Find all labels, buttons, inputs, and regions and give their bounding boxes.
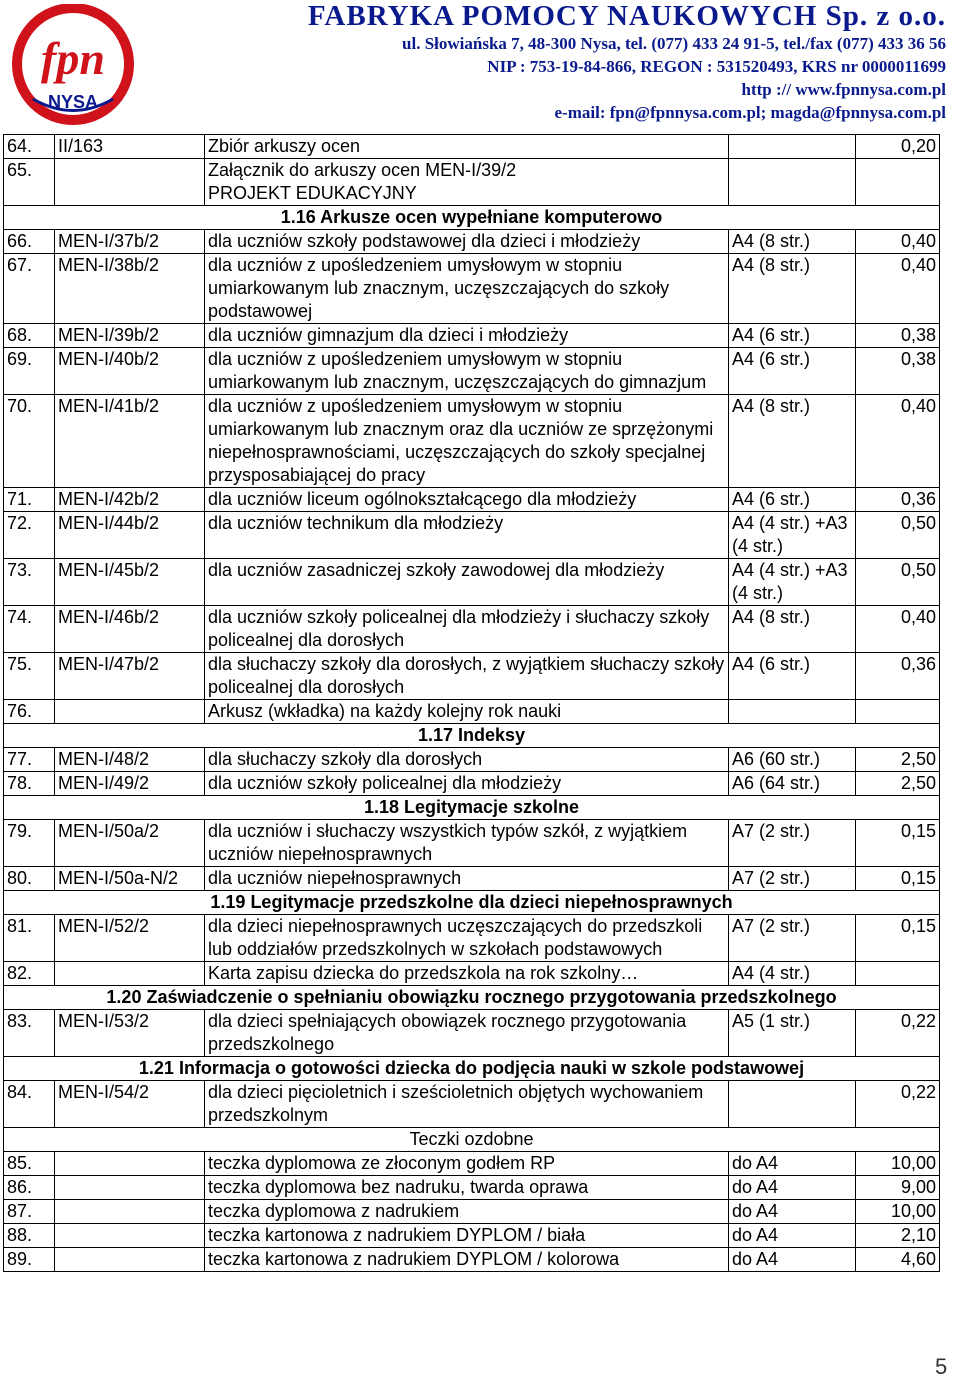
table-row: [4, 1248, 940, 1272]
table-row: [4, 1010, 940, 1057]
item-number: 74.: [4, 606, 55, 653]
item-number: 79.: [4, 820, 55, 867]
item-price: 0,15: [856, 915, 940, 962]
item-number: 75.: [4, 653, 55, 700]
item-description: dla uczniów i słuchaczy wszystkich typów szkół, z wyjątkiem uczniów niepełnosprawnych: [205, 820, 729, 867]
item-number: 84.: [4, 1081, 55, 1128]
item-description: PROJEKT EDUKACYJNY: [205, 182, 729, 206]
item-price: 0,50: [856, 559, 940, 606]
item-code: MEN-I/45b/2: [55, 559, 205, 606]
item-code: [55, 159, 205, 183]
section-title: 1.16 Arkusze ocen wypełniane komputerowo: [4, 206, 940, 230]
item-number: [4, 182, 55, 206]
item-description: dla uczniów z upośledzeniem umysłowym w stopniu umiarkowanym lub znacznym, uczęszczających do gimnazjum: [205, 348, 729, 395]
table-row: [4, 230, 940, 254]
item-price: 0,36: [856, 488, 940, 512]
item-description: Zbiór arkuszy ocen: [205, 135, 729, 159]
item-price: [856, 700, 940, 724]
item-code: [55, 962, 205, 986]
table-row: [4, 915, 940, 962]
item-format: A6 (60 str.): [729, 748, 856, 772]
table-row: [4, 1081, 940, 1128]
item-number: 71.: [4, 488, 55, 512]
table-row: [4, 1200, 940, 1224]
item-format: A4 (6 str.): [729, 488, 856, 512]
section-title: 1.20 Zaświadczenie o spełnianiu obowiązku rocznego przygotowania przedszkolnego: [4, 986, 940, 1010]
table-row: [4, 1152, 940, 1176]
item-format: A7 (2 str.): [729, 820, 856, 867]
item-description: dla uczniów z upośledzeniem umysłowym w stopniu umiarkowanym lub znacznym, uczęszczających do szkoły podstawowej: [205, 254, 729, 324]
item-format: A5 (1 str.): [729, 1010, 856, 1057]
item-format: A4 (4 str.): [729, 962, 856, 986]
item-number: 73.: [4, 559, 55, 606]
section-header-row: [4, 891, 940, 915]
item-price: 0,40: [856, 230, 940, 254]
item-code: MEN-I/49/2: [55, 772, 205, 796]
item-format: A4 (6 str.): [729, 653, 856, 700]
item-description: dla uczniów z upośledzeniem umysłowym w stopniu umiarkowanym lub znacznym oraz dla uczniów ze sprzężonymi niepełnosprawnościami, uczęszczających do szkoły specjalnej przysposabiającej do pracy: [205, 395, 729, 488]
item-code: [55, 1176, 205, 1200]
item-code: MEN-I/48/2: [55, 748, 205, 772]
item-code: MEN-I/40b/2: [55, 348, 205, 395]
item-number: 68.: [4, 324, 55, 348]
item-code: MEN-I/46b/2: [55, 606, 205, 653]
table-row: [4, 962, 940, 986]
item-description: dla słuchaczy szkoły dla dorosłych: [205, 748, 729, 772]
item-code: MEN-I/39b/2: [55, 324, 205, 348]
item-code: [55, 1200, 205, 1224]
item-code: MEN-I/37b/2: [55, 230, 205, 254]
table-row: [4, 653, 940, 700]
item-price: 2,50: [856, 748, 940, 772]
section-header-row: [4, 986, 940, 1010]
item-format: A4 (8 str.): [729, 254, 856, 324]
item-format: do A4: [729, 1224, 856, 1248]
item-format: A4 (4 str.) +A3 (4 str.): [729, 512, 856, 559]
section-title: 1.17 Indeksy: [4, 724, 940, 748]
item-price: 10,00: [856, 1152, 940, 1176]
item-description: dla uczniów niepełnosprawnych: [205, 867, 729, 891]
item-number: 83.: [4, 1010, 55, 1057]
item-code: II/163: [55, 135, 205, 159]
company-name: FABRYKA POMOCY NAUKOWYCH Sp. z o.o.: [307, 0, 946, 32]
item-format: A7 (2 str.): [729, 867, 856, 891]
table-row: [4, 159, 940, 183]
item-number: 88.: [4, 1224, 55, 1248]
item-format: A4 (4 str.) +A3 (4 str.): [729, 559, 856, 606]
table-row: [4, 772, 940, 796]
item-price: 2,10: [856, 1224, 940, 1248]
company-registry: NIP : 753-19-84-866, REGON : 531520493, KRS nr 0000011699: [487, 57, 946, 76]
item-format: [729, 700, 856, 724]
item-price: 10,00: [856, 1200, 940, 1224]
item-number: 64.: [4, 135, 55, 159]
table-row: [4, 348, 940, 395]
item-price: 0,40: [856, 395, 940, 488]
item-code: MEN-I/54/2: [55, 1081, 205, 1128]
item-description: dla uczniów zasadniczej szkoły zawodowej dla młodzieży: [205, 559, 729, 606]
item-code: MEN-I/53/2: [55, 1010, 205, 1057]
item-code: MEN-I/44b/2: [55, 512, 205, 559]
item-description: dla dzieci spełniających obowiązek rocznego przygotowania przedszkolnego: [205, 1010, 729, 1057]
item-number: 89.: [4, 1248, 55, 1272]
item-number: 77.: [4, 748, 55, 772]
table-row: [4, 324, 940, 348]
item-price: 0,15: [856, 820, 940, 867]
item-format: [729, 135, 856, 159]
company-email[interactable]: e-mail: fpn@fpnnysa.com.pl; magda@fpnnysa.com.pl: [554, 103, 946, 122]
item-code: [55, 1248, 205, 1272]
item-description: teczka kartonowa z nadrukiem DYPLOM / kolorowa: [205, 1248, 729, 1272]
item-format: A4 (6 str.): [729, 348, 856, 395]
item-description: dla uczniów szkoły podstawowej dla dzieci i młodzieży: [205, 230, 729, 254]
item-number: 72.: [4, 512, 55, 559]
table-row: [4, 512, 940, 559]
item-code: MEN-I/52/2: [55, 915, 205, 962]
section-header-row: [4, 796, 940, 820]
item-number: 81.: [4, 915, 55, 962]
table-row: [4, 182, 940, 206]
table-row: [4, 1224, 940, 1248]
table-row: [4, 606, 940, 653]
table-row: [4, 488, 940, 512]
item-format: A7 (2 str.): [729, 915, 856, 962]
item-format: A4 (6 str.): [729, 324, 856, 348]
table-row: [4, 395, 940, 488]
item-code: [55, 1152, 205, 1176]
table-row: [4, 559, 940, 606]
item-price: 0,38: [856, 324, 940, 348]
item-description: dla słuchaczy szkoły dla dorosłych, z wyjątkiem słuchaczy szkoły policealnej dla dorosłych: [205, 653, 729, 700]
section-title: 1.18 Legitymacje szkolne: [4, 796, 940, 820]
item-price: 0,40: [856, 606, 940, 653]
item-description: Załącznik do arkuszy ocen MEN-I/39/2: [205, 159, 729, 183]
item-description: teczka kartonowa z nadrukiem DYPLOM / biała: [205, 1224, 729, 1248]
item-format: A4 (8 str.): [729, 606, 856, 653]
logo-city: NYSA: [47, 92, 99, 112]
table-row: [4, 748, 940, 772]
item-price: 0,40: [856, 254, 940, 324]
table-row: [4, 1176, 940, 1200]
item-format: A4 (8 str.): [729, 395, 856, 488]
item-description: dla uczniów szkoły policealnej dla młodzieży i słuchaczy szkoły policealnej dla dorosłych: [205, 606, 729, 653]
item-description: dla dzieci pięcioletnich i sześcioletnich objętych wychowaniem przedszkolnym: [205, 1081, 729, 1128]
item-number: 67.: [4, 254, 55, 324]
item-description: teczka dyplomowa ze złoconym godłem RP: [205, 1152, 729, 1176]
item-code: MEN-I/50a-N/2: [55, 867, 205, 891]
section-header-row: [4, 1128, 940, 1152]
item-format: A4 (8 str.): [729, 230, 856, 254]
item-number: 86.: [4, 1176, 55, 1200]
item-number: 69.: [4, 348, 55, 395]
item-number: 66.: [4, 230, 55, 254]
item-price: 0,50: [856, 512, 940, 559]
page-number: 5: [935, 1354, 948, 1379]
item-description: Arkusz (wkładka) na każdy kolejny rok nauki: [205, 700, 729, 724]
item-description: teczka dyplomowa bez nadruku, twarda oprawa: [205, 1176, 729, 1200]
item-description: teczka dyplomowa z nadrukiem: [205, 1200, 729, 1224]
company-logo: [8, 4, 138, 128]
logo-text: fpn: [41, 33, 105, 84]
item-price: 2,50: [856, 772, 940, 796]
item-code: MEN-I/47b/2: [55, 653, 205, 700]
company-info: [308, 0, 946, 124]
item-code: [55, 182, 205, 206]
table-row: [4, 700, 940, 724]
section-header-row: [4, 724, 940, 748]
item-code: [55, 700, 205, 724]
item-number: 76.: [4, 700, 55, 724]
item-number: 65.: [4, 159, 55, 183]
item-format: do A4: [729, 1248, 856, 1272]
item-number: 82.: [4, 962, 55, 986]
table-row: [4, 867, 940, 891]
item-code: MEN-I/41b/2: [55, 395, 205, 488]
item-price: 9,00: [856, 1176, 940, 1200]
item-format: [729, 1081, 856, 1128]
item-price: 0,38: [856, 348, 940, 395]
item-price: 0,20: [856, 135, 940, 159]
item-price: 0,22: [856, 1010, 940, 1057]
table-row: [4, 135, 940, 159]
item-format: [729, 159, 856, 183]
item-number: 85.: [4, 1152, 55, 1176]
item-format: do A4: [729, 1200, 856, 1224]
item-description: dla uczniów liceum ogólnokształcącego dla młodzieży: [205, 488, 729, 512]
item-format: do A4: [729, 1176, 856, 1200]
company-address: ul. Słowiańska 7, 48-300 Nysa, tel. (077) 433 24 91-5, tel./fax (077) 433 36 56: [402, 34, 946, 53]
item-format: do A4: [729, 1152, 856, 1176]
item-price: 0,15: [856, 867, 940, 891]
item-number: 80.: [4, 867, 55, 891]
item-description: dla uczniów technikum dla młodzieży: [205, 512, 729, 559]
section-title: Teczki ozdobne: [4, 1128, 940, 1152]
section-header-row: [4, 206, 940, 230]
letterhead: [0, 0, 960, 134]
item-number: 78.: [4, 772, 55, 796]
item-code: MEN-I/38b/2: [55, 254, 205, 324]
item-description: dla dzieci niepełnosprawnych uczęszczających do przedszkoli lub oddziałów przedszkolnych w szkołach podstawowych: [205, 915, 729, 962]
item-format: [729, 182, 856, 206]
item-price: 0,36: [856, 653, 940, 700]
item-number: 70.: [4, 395, 55, 488]
item-description: Karta zapisu dziecka do przedszkola na rok szkolny…: [205, 962, 729, 986]
price-list-table: [3, 134, 940, 1272]
item-price: 0,22: [856, 1081, 940, 1128]
item-code: MEN-I/42b/2: [55, 488, 205, 512]
table-row: [4, 254, 940, 324]
item-code: [55, 1224, 205, 1248]
item-price: [856, 159, 940, 183]
item-price: 4,60: [856, 1248, 940, 1272]
section-header-row: [4, 1057, 940, 1081]
section-title: 1.21 Informacja o gotowości dziecka do podjęcia nauki w szkole podstawowej: [4, 1057, 940, 1081]
item-price: [856, 182, 940, 206]
company-website[interactable]: http :// www.fpnnysa.com.pl: [741, 80, 946, 99]
item-code: MEN-I/50a/2: [55, 820, 205, 867]
item-number: 87.: [4, 1200, 55, 1224]
item-description: dla uczniów szkoły policealnej dla młodzieży: [205, 772, 729, 796]
item-format: A6 (64 str.): [729, 772, 856, 796]
section-title: 1.19 Legitymacje przedszkolne dla dzieci niepełnosprawnych: [4, 891, 940, 915]
item-price: [856, 962, 940, 986]
table-row: [4, 820, 940, 867]
item-description: dla uczniów gimnazjum dla dzieci i młodzieży: [205, 324, 729, 348]
